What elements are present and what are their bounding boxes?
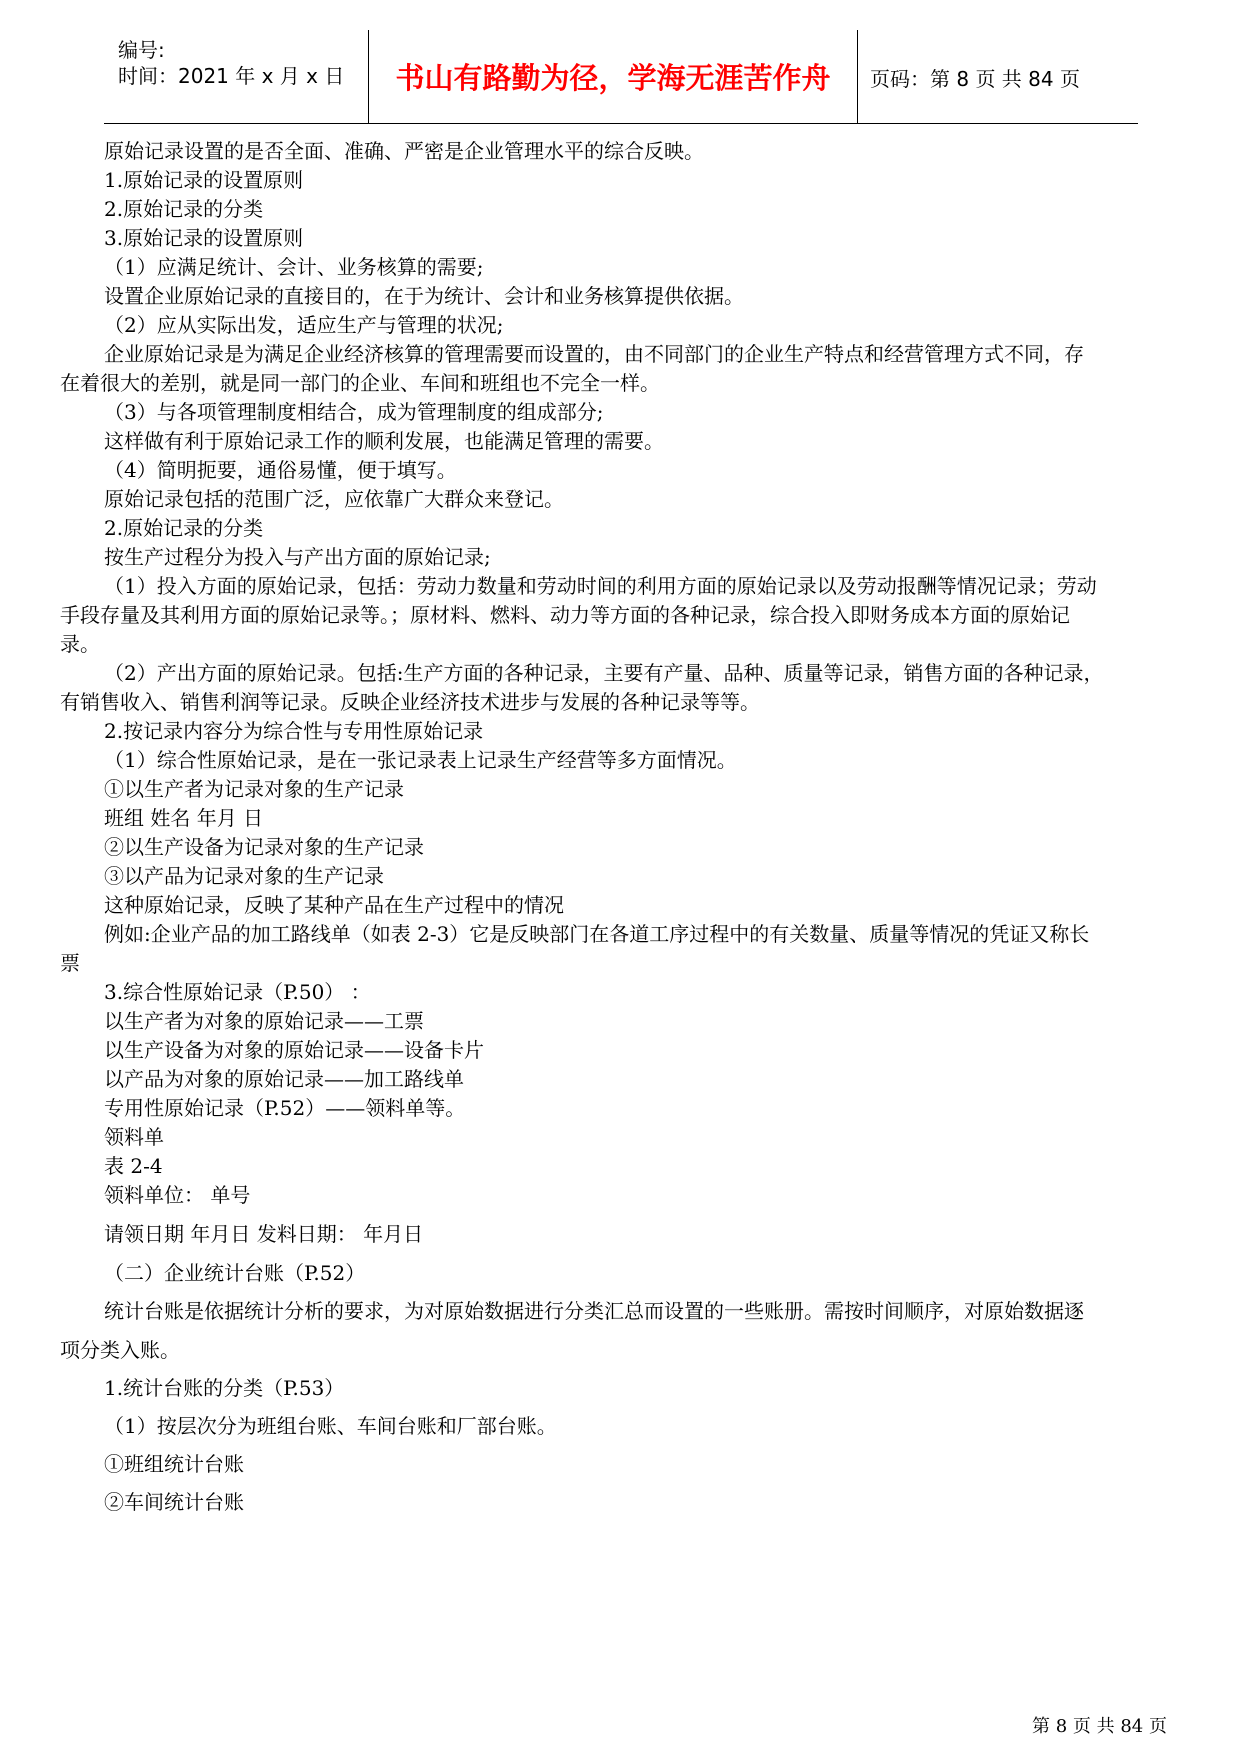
text-line: 票 [60, 951, 80, 975]
text-line: 以生产设备为对象的原始记录——设备卡片 [104, 1038, 484, 1062]
text-line: ③以产品为记录对象的生产记录 [104, 864, 384, 888]
text-line: （二）企业统计台账（P.52） [104, 1261, 366, 1285]
text-line: 3.综合性原始记录（P.50） ： [104, 980, 371, 1004]
text-line: 原始记录设置的是否全面、准确、严密是企业管理水平的综合反映。 [104, 139, 704, 163]
text-line: 企业原始记录是为满足企业经济核算的管理需要而设置的，由不同部门的企业生产特点和经营管理方式不同，存 [104, 342, 1084, 366]
text-line: 手段存量及其利用方面的原始记录等。；原材料、燃料、动力等方面的各种记录，综合投入即财务成本方面的原始记 [60, 603, 1070, 627]
text-line: 2.原始记录的分类 [104, 197, 264, 221]
text-line: （2）产出方面的原始记录。包括:生产方面的各种记录，主要有产量、品种、质量等记录，销售方面的各种记录， [104, 661, 1104, 685]
text-line: 在着很大的差别，就是同一部门的企业、车间和班组也不完全一样。 [60, 371, 660, 395]
motto: 书山有路勤为径，学海无涯苦作舟 [395, 61, 831, 95]
text-line: （1）应满足统计、会计、业务核算的需要; [104, 255, 484, 279]
text-line: （2）应从实际出发，适应生产与管理的状况; [104, 313, 504, 337]
text-line: 表 2-4 [104, 1154, 163, 1178]
text-line: 以生产者为对象的原始记录——工票 [104, 1009, 424, 1033]
text-line: 领料单位： 单号 [104, 1183, 251, 1207]
text-line: 项分类入账。 [60, 1338, 180, 1362]
text-line: 按生产过程分为投入与产出方面的原始记录; [104, 545, 491, 569]
text-line: ①班组统计台账 [104, 1452, 244, 1476]
text-line: （3）与各项管理制度相结合，成为管理制度的组成部分; [104, 400, 604, 424]
text-line: 领料单 [104, 1125, 164, 1149]
text-line: ①以生产者为记录对象的生产记录 [104, 777, 404, 801]
text-line: 3.原始记录的设置原则 [104, 226, 304, 250]
text-line: （1）按层次分为班组台账、车间台账和厂部台账。 [104, 1414, 557, 1438]
text-line: 2.按记录内容分为综合性与专用性原始记录 [104, 719, 484, 743]
page-header [104, 30, 1138, 124]
text-line: 录。 [60, 632, 100, 656]
serial-number-label: 编号: [118, 38, 165, 62]
text-line: 有销售收入、销售利润等记录。反映企业经济技术进步与发展的各种记录等等。 [60, 690, 760, 714]
text-line: 这种原始记录，反映了某种产品在生产过程中的情况 [104, 893, 564, 917]
text-line: （1）投入方面的原始记录，包括：劳动力数量和劳动时间的利用方面的原始记录以及劳动报酬等情况记录；劳动 [104, 574, 1097, 598]
text-line: 1.原始记录的设置原则 [104, 168, 304, 192]
text-line: 专用性原始记录（P.52）——领料单等。 [104, 1096, 466, 1120]
text-line: （4）简明扼要，通俗易懂，便于填写。 [104, 458, 457, 482]
text-line: 这样做有利于原始记录工作的顺利发展，也能满足管理的需要。 [104, 429, 664, 453]
header-info-cell [104, 30, 368, 123]
text-line: 统计台账是依据统计分析的要求，为对原始数据进行分类汇总而设置的一些账册。需按时间顺序，对原始数据逐 [104, 1299, 1084, 1323]
text-line: 原始记录包括的范围广泛，应依靠广大群众来登记。 [104, 487, 564, 511]
text-line: ②车间统计台账 [104, 1490, 244, 1514]
text-line: 设置企业原始记录的直接目的，在于为统计、会计和业务核算提供依据。 [104, 284, 744, 308]
text-line: ②以生产设备为记录对象的生产记录 [104, 835, 424, 859]
text-line: 2.原始记录的分类 [104, 516, 264, 540]
text-line: 1.统计台账的分类（P.53） [104, 1376, 345, 1400]
time-label: 时间：2021 年 x 月 x 日 [118, 64, 345, 88]
header-page-cell [856, 30, 1138, 123]
text-line: （1）综合性原始记录，是在一张记录表上记录生产经营等多方面情况。 [104, 748, 737, 772]
text-line: 班组 姓名 年月 日 [104, 806, 264, 830]
header-page-label: 页码：第 8 页 共 84 页 [870, 67, 1080, 91]
text-line: 以产品为对象的原始记录——加工路线单 [104, 1067, 464, 1091]
text-line: 例如:企业产品的加工路线单（如表 2-3）它是反映部门在各道工序过程中的有关数量、质量等情况的凭证又称长 [104, 922, 1090, 946]
footer-page-label: 第 8 页 共 84 页 [1032, 1716, 1167, 1737]
header-motto-cell [368, 30, 858, 123]
text-line: 请领日期 年月日 发料日期： 年月日 [104, 1222, 424, 1246]
